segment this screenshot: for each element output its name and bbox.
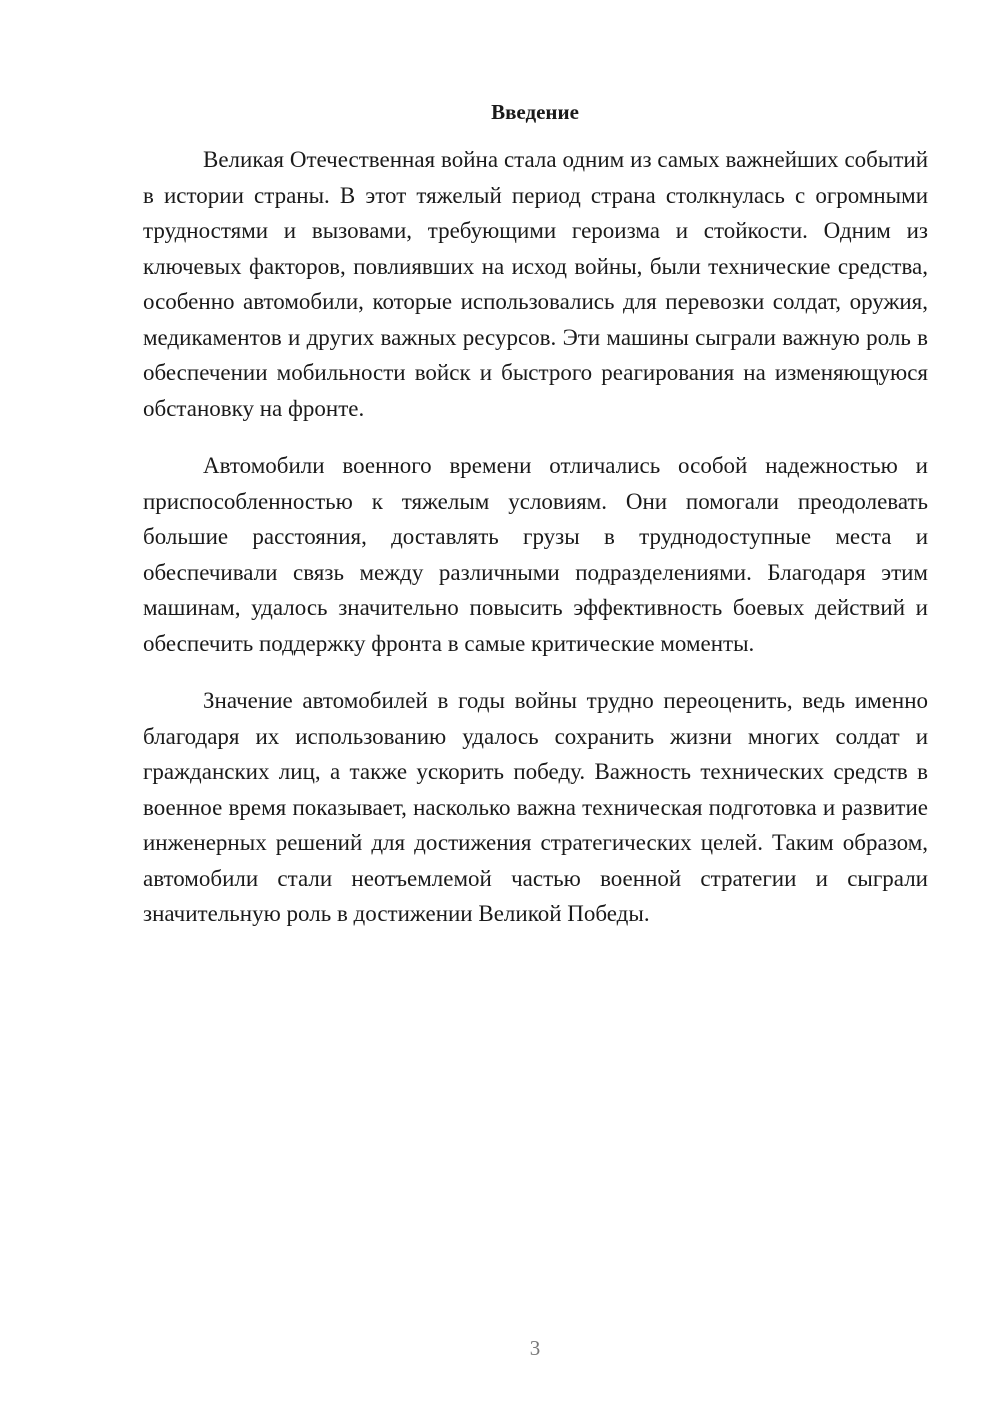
- paragraph-1: Великая Отечественная война стала одним из самых важнейших событий в истории страны. В этот тяжелый период страна столкнулась с огромными трудностями и вызовами, требующими героизма и стойкости. Одним из ключевых факторов, повлиявших на исход войны, были технические средства, особенно автомобили, которые использовались для перевозки солдат, оружия, медикаментов и других важных ресурсов. Эти машины сыграли важную роль в обеспечении мобильности войск и быстрого реагирования на изменяющуюся обстановку на фронте.: [143, 147, 928, 421]
- paragraph-3: Значение автомобилей в годы войны трудно переоценить, ведь именно благодаря их использованию удалось сохранить жизни многих солдат и гражданских лиц, а также ускорить победу. Важность технических средств в военное время показывает, насколько важна техническая подготовка и развитие инженерных решений для достижения стратегических целей. Таким образом, автомобили стали неотъемлемой частью военной стратегии и сыграли значительную роль в достижении Великой Победы.: [143, 688, 928, 926]
- document-body: [143, 142, 928, 954]
- page-number: 3: [529, 1336, 541, 1360]
- page-title: Введение: [491, 100, 579, 124]
- paragraph-2: Автомобили военного времени отличались особой надежностью и приспособленностью к тяжелым условиям. Они помогали преодолевать большие расстояния, доставлять грузы в труднодоступные места и обеспечивали связь между различными подразделениями. Благодаря этим машинам, удалось значительно повысить эффективность боевых действий и обеспечить поддержку фронта в самые критические моменты.: [143, 453, 928, 656]
